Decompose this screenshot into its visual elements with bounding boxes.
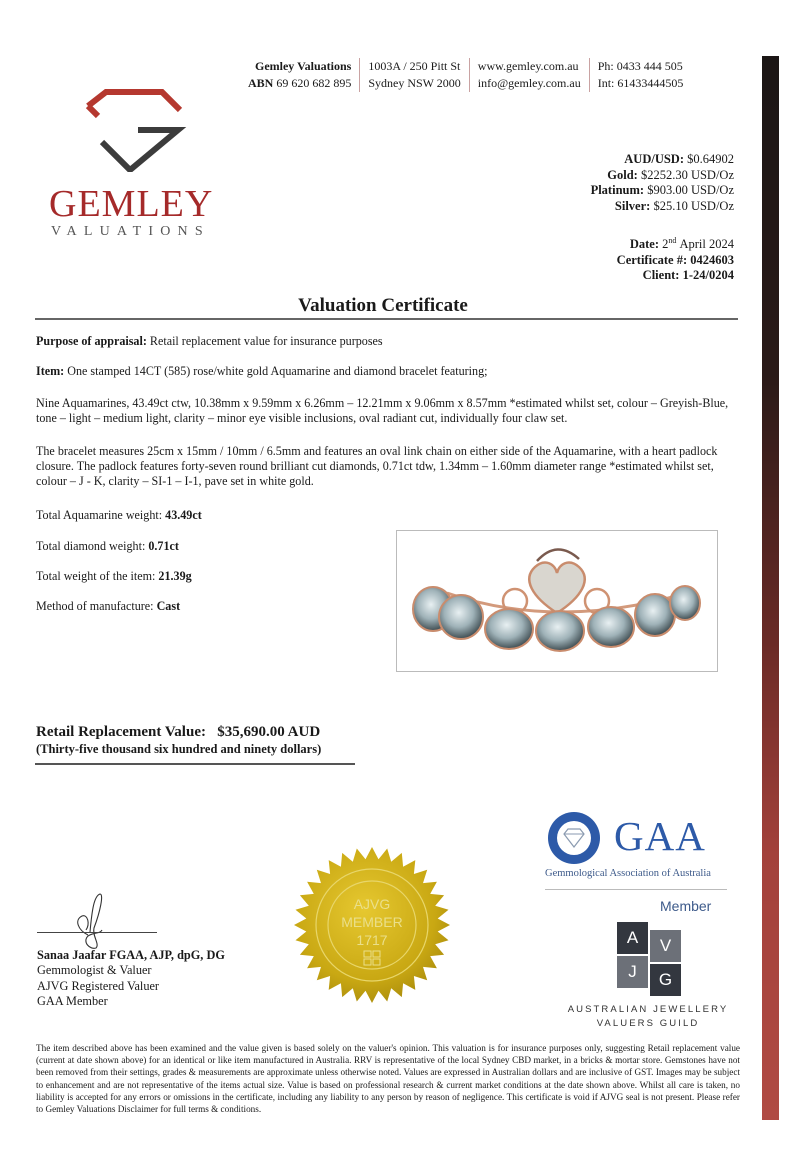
- logo-subtitle: VALUATIONS: [51, 224, 210, 239]
- seal-line2: MEMBER: [341, 914, 403, 930]
- gemley-diamond-logo-icon: [78, 88, 188, 172]
- rate-row: Gold: $2252.30 USD/Oz: [607, 167, 734, 182]
- avjg-logo: [617, 922, 681, 1000]
- header-company: [248, 58, 360, 92]
- abn-label: ABN: [248, 76, 274, 90]
- header-contact: [248, 58, 691, 92]
- retail-value-row: [36, 724, 320, 741]
- website-link[interactable]: www.gemley.com.au: [477, 59, 579, 73]
- avjg-letter-j: J: [617, 956, 648, 988]
- rate-row: Silver: $25.10 USD/Oz: [614, 198, 734, 213]
- signature-icon: [60, 890, 120, 950]
- retail-value-amount: $35,690.00 AUD: [217, 724, 321, 740]
- signature-line: [37, 932, 157, 933]
- gaa-member-label: Member: [660, 898, 712, 914]
- title-divider: [35, 318, 738, 320]
- header-address: [360, 58, 469, 92]
- avjg-letter-v: V: [650, 930, 681, 962]
- phone-number: Ph: 0433 444 505: [597, 59, 683, 73]
- header-phone: [590, 58, 692, 92]
- header-web: [470, 58, 590, 92]
- purpose-label: Purpose of appraisal:: [36, 334, 147, 348]
- spec-row: Total diamond weight: 0.71ct: [36, 539, 179, 553]
- certificate-meta: [617, 233, 734, 284]
- spec-row: Method of manufacture: Cast: [36, 599, 181, 613]
- rate-row: Platinum: $903.00 USD/Oz: [590, 183, 734, 197]
- abn-number: 69 620 682 895: [276, 76, 352, 90]
- decorative-side-bar: [762, 56, 779, 1120]
- bracelet-photo: [396, 530, 718, 672]
- seal-line3: 1717: [356, 932, 388, 948]
- retail-value-divider: [35, 763, 355, 765]
- metal-rates: [591, 152, 734, 214]
- valuer-name: Sanaa Jaafar FGAA, AJP, dpG, DG: [37, 948, 225, 962]
- ajvg-seal-icon: [292, 845, 452, 1005]
- disclaimer-text: The item described above has been examined and the value given is based solely on the valuer's opinion. This valuation is for insurance purposes only, suggesting Retail replacement value (current at date shown above) for an identical or like item manufactured in Australia. RRV is representative of the local Sydney CBD market, in a bricks & mortar store. Gemstones have not been removed from their settings, grades & measurements are approximate unless otherwise noted. Values are expressed in Australian dollars and are inclusive of GST. Images may be subject to enhancement and are not representative of the items actual size. Value is based on professional research & current market conditions at the date shown above. Whilst all care is taken, no liability is accepted for any errors or omissions in the certificate, including any liability to any person by reason of negligence. This certificate is void if AJVG seal is not present. Please refer to Gemley Valuations Disclaimer for full terms & conditions.: [36, 1043, 740, 1115]
- item-value: One stamped 14CT (585) rose/white gold Aquamarine and diamond bracelet featuring;: [67, 364, 488, 378]
- avjg-letter-a: A: [617, 922, 648, 954]
- item-label: Item:: [36, 364, 65, 378]
- gaa-emblem-icon: [546, 810, 602, 866]
- intl-phone-number: Int: 61433444505: [597, 76, 684, 90]
- avjg-name: AUSTRALIAN JEWELLERY VALUERS GUILD: [567, 1004, 729, 1029]
- purpose-value: Retail replacement value for insurance purposes: [149, 334, 383, 348]
- address-line2: Sydney NSW 2000: [368, 76, 461, 90]
- certificate-number-row: Certificate #: 0424603: [616, 252, 734, 267]
- description-bracelet: The bracelet measures 25cm x 15mm / 10mm / 6.5mm and features an oval link chain on either side of the Aquamarine, with a heart padlock closure. The padlock features forty-seven round brilliant cut diamonds, 0.71ct tdw, 1.34mm – 1.60mm diameter range *estimated whilst set, colour – J - K, clarity – SI-1 – I-1, pave set in white gold.: [36, 444, 718, 488]
- email-link[interactable]: info@gemley.com.au: [477, 76, 581, 90]
- purpose-row: [36, 334, 740, 349]
- client-row: Client: 1-24/0204: [642, 268, 734, 283]
- bracelet-image-icon: [397, 531, 717, 671]
- retail-value-label: Retail Replacement Value:: [36, 724, 206, 740]
- valuer-role3: GAA Member: [37, 994, 108, 1009]
- valuer-block: [37, 948, 225, 1010]
- rate-row: AUD/USD: $0.64902: [624, 152, 734, 166]
- item-row: [36, 364, 740, 379]
- valuer-role2: AJVG Registered Valuer: [37, 978, 160, 993]
- gaa-acronym: GAA: [614, 813, 706, 859]
- valuer-role1: Gemmologist & Valuer: [37, 963, 152, 978]
- spec-row: Total Aquamarine weight: 43.49ct: [36, 508, 202, 522]
- retail-value-words: (Thirty-five thousand six hundred and ninety dollars): [36, 742, 322, 756]
- description-aquamarines: Nine Aquamarines, 43.49ct ctw, 10.38mm x 9.59mm x 6.26mm – 12.21mm x 9.06mm x 8.57mm *estimated whilst set, colour – Greyish-Blue, tone – light – medium light, clarity – minor eye visible inclusions, oval radiant cut, individually four claw set.: [36, 396, 729, 425]
- seal-line1: AJVG: [353, 896, 391, 912]
- avjg-letter-g: G: [650, 964, 681, 996]
- page-title: Valuation Certificate: [298, 295, 468, 316]
- gaa-full-name: Gemmological Association of Australia: [545, 868, 711, 879]
- address-line1: 1003A / 250 Pitt St: [368, 59, 461, 73]
- gaa-divider: [545, 889, 727, 890]
- company-name: Gemley Valuations: [254, 59, 352, 73]
- logo-name: GEMLEY: [49, 183, 214, 225]
- spec-row: Total weight of the item: 21.39g: [36, 569, 192, 583]
- date-row: Date: 2nd April 2024: [629, 236, 734, 252]
